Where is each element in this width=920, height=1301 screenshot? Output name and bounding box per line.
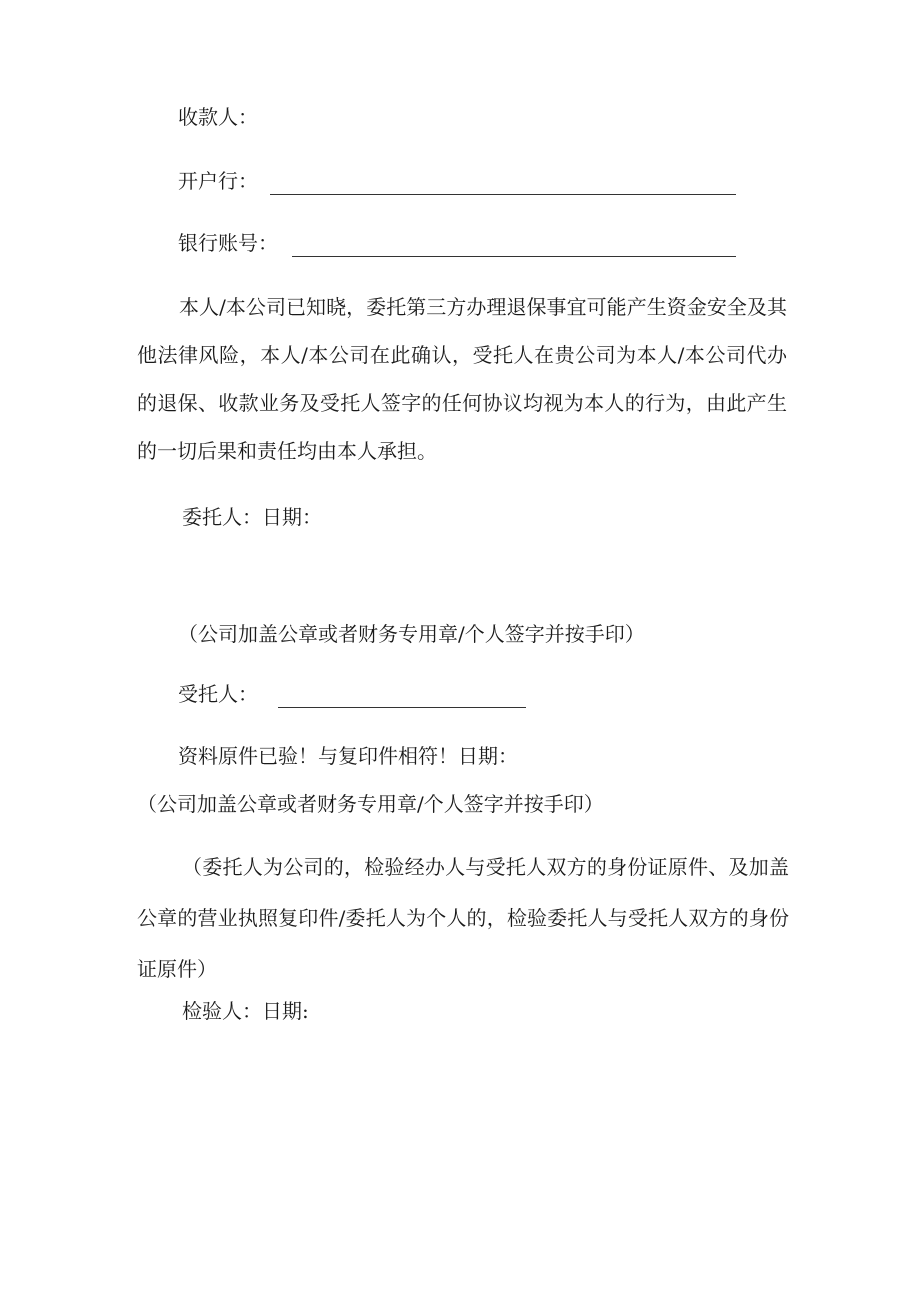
bank-field (178, 167, 736, 195)
inspector-date-line: 检验人：日期: (182, 999, 309, 1023)
verified-date-line: 资料原件已验！与复印件相符！日期： (178, 744, 518, 768)
principal-seal-note: （公司加盖公章或者财务专用章/个人签字并按手印） (178, 622, 645, 646)
agent-blank-line (278, 687, 526, 708)
account-field (178, 229, 736, 257)
bank-blank-line (270, 174, 736, 195)
account-label: 银行账号： (178, 231, 278, 255)
declaration-paragraph: 本人/本公司已知晓，委托第三方办理退保事宜可能产生资金安全及其他法律风险，本人/本公司在此确认，受托人在贵公司为本人/本公司代办的退保、收款业务及受托人签字的任何协议均视为本人的行为，由此产生的一切后果和责任均由本人承担。 (137, 295, 787, 463)
principal-date-line: 委托人：日期： (182, 505, 322, 529)
payee-label: 收款人： (178, 105, 258, 129)
inspection-note-paragraph: （委托人为公司的，检验经办人与受托人双方的身份证原件、及加盖公章的营业执照复印件/委托人为个人的，检验委托人与受托人双方的身份证原件） (137, 855, 789, 981)
verified-seal-note: （公司加盖公章或者财务专用章/个人签字并按手印） (137, 792, 604, 816)
agent-label: 受托人： (178, 682, 258, 706)
account-blank-line (292, 236, 736, 257)
agent-field (178, 680, 526, 708)
payee-field (178, 103, 258, 131)
bank-label: 开户行： (178, 169, 258, 193)
